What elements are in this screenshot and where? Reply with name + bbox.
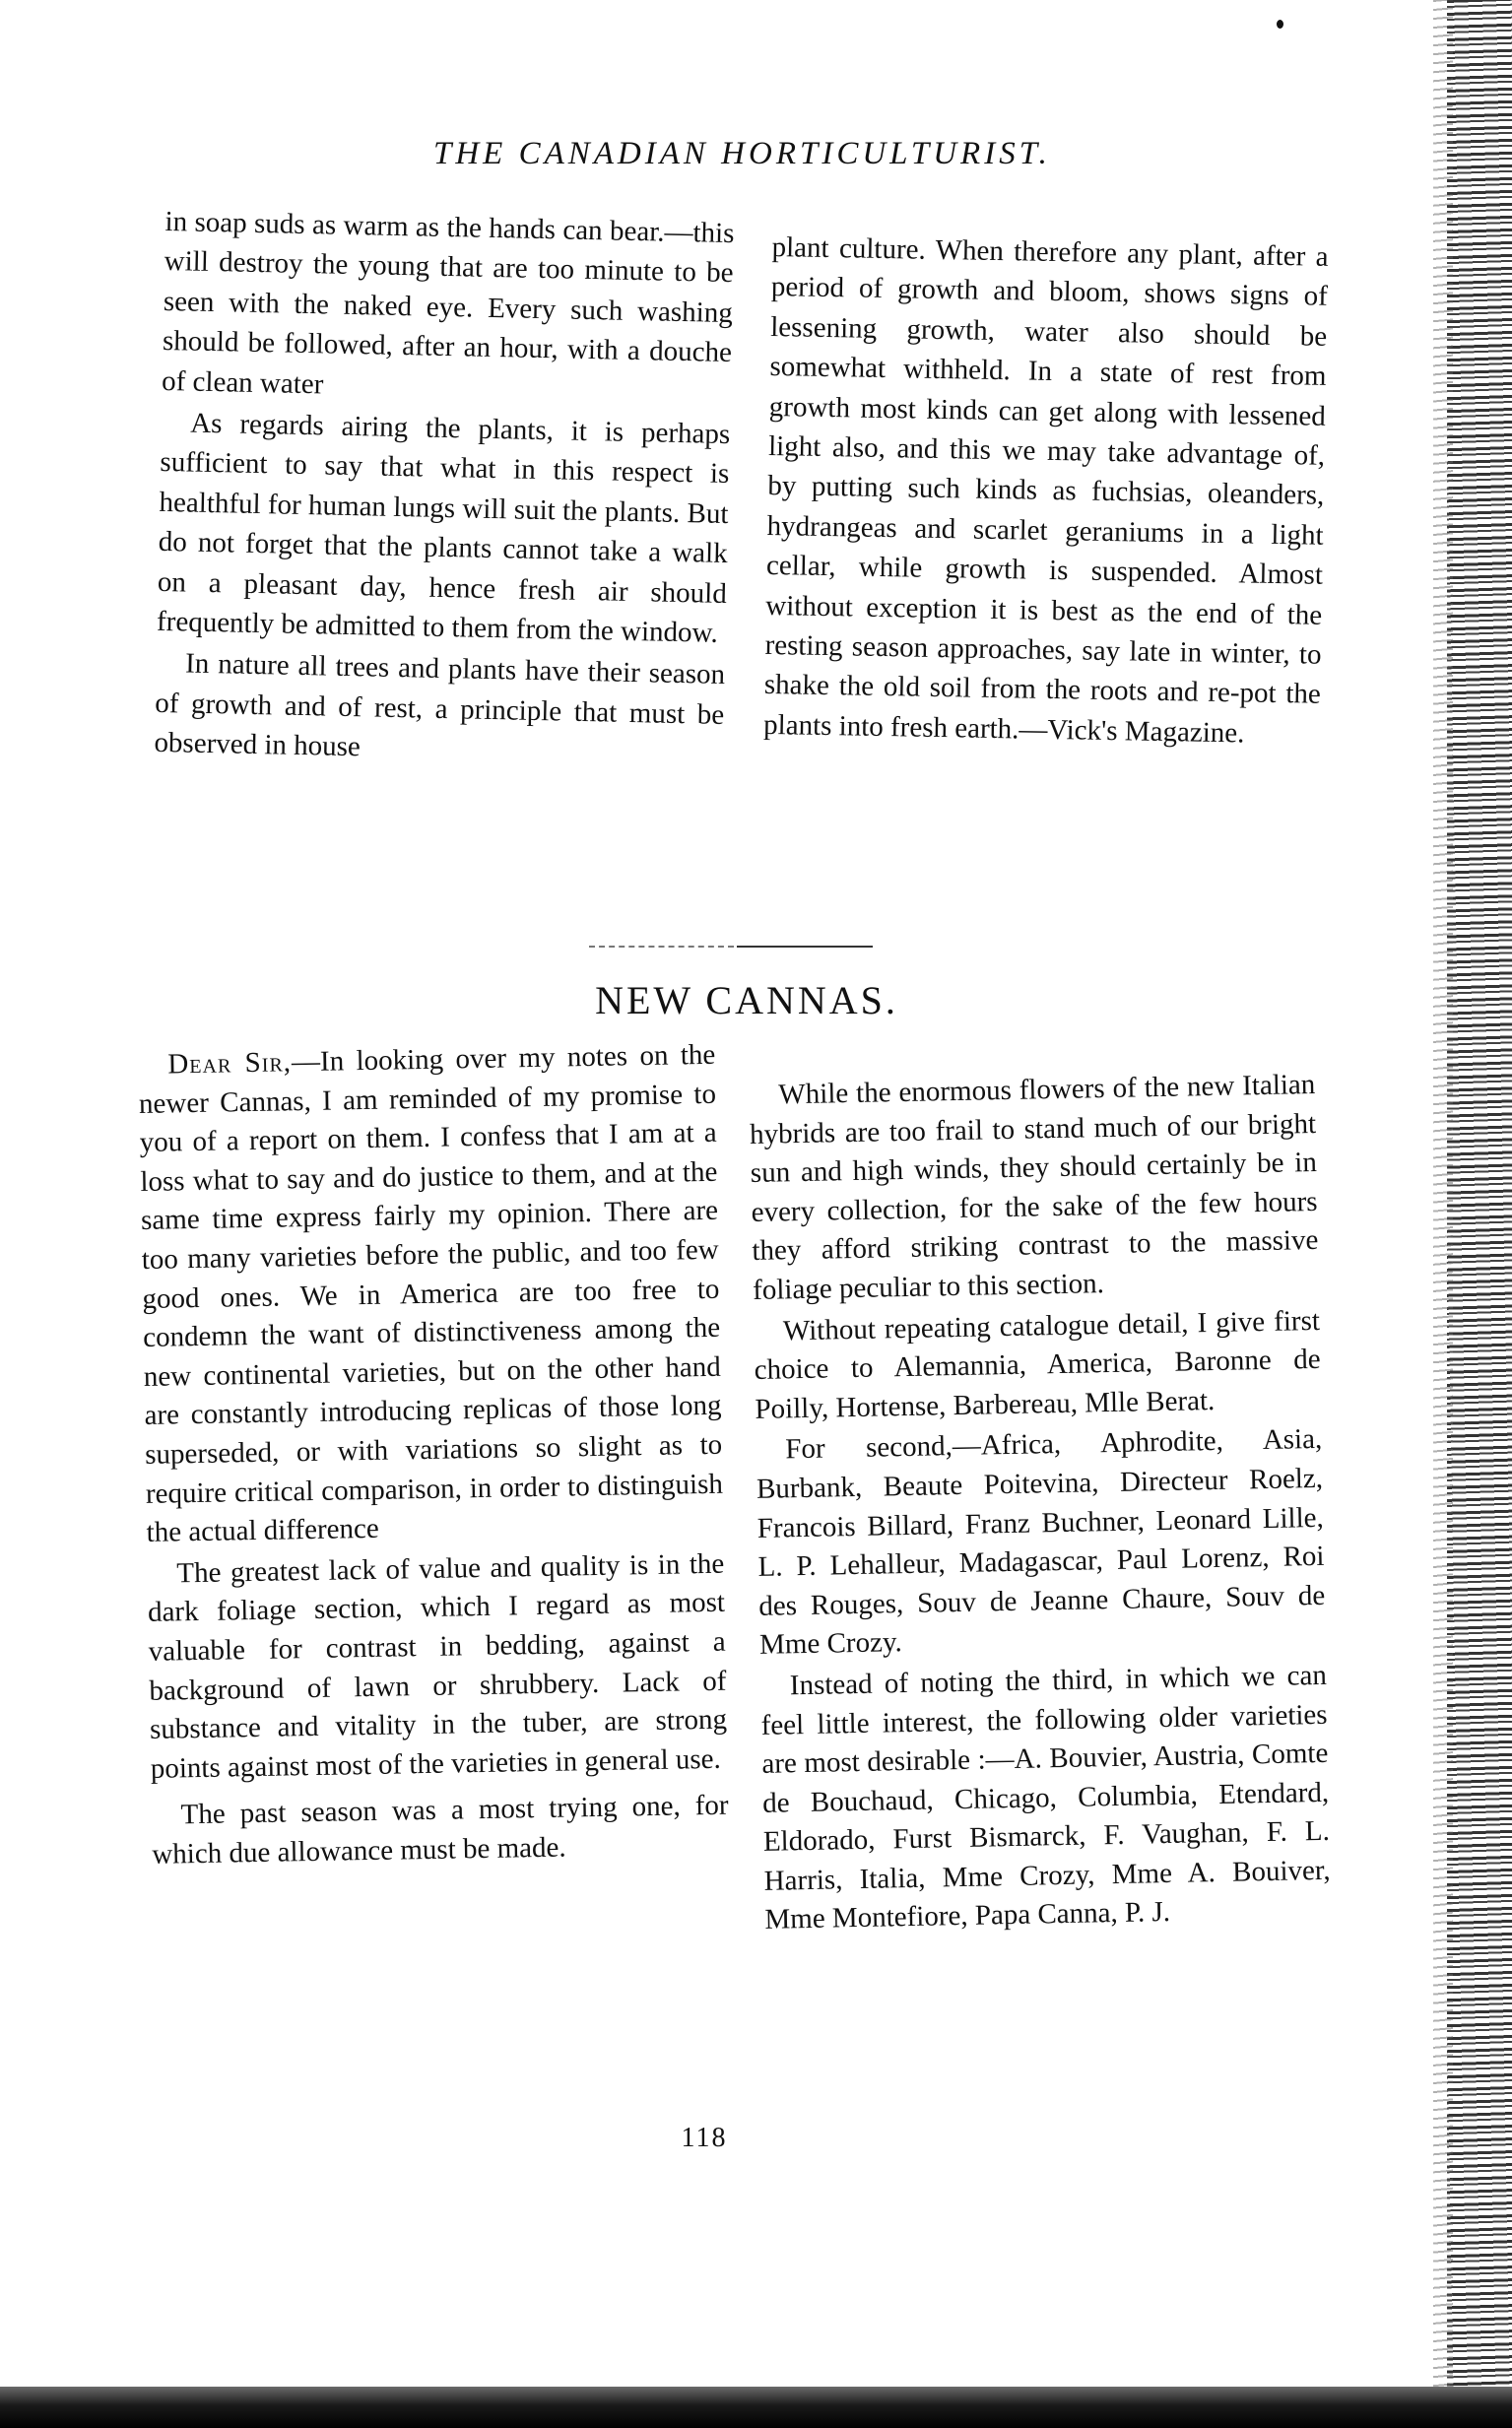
article-title: NEW CANNAS. (595, 978, 898, 1022)
paragraph: plant culture. When therefore any plant, after a period of growth and bloom, shows signs of lessening growth, water also should be somewhat withheld. In a state of rest from growth most kinds can get along with lessened light also, and this we may take advantage of, by putting such kinds as fuchsias, oleanders, hydrangeas and scarlet geraniums in a light cellar, while growth is suspended. Almost without exception it is best as the end of the resting season approaches, say late in winter, to shake the old soil from the roots and re-pot the plants into fresh earth.—Vick's Magazine. (762, 230, 1329, 750)
paragraph: For second,—Africa, Aphrodite, Asia, Burbank, Beaute Poitevina, Directeur Roelz, Francois Billard, Franz Buchner, Leonard Lille, L. P. Lehalleur, Madagascar, Paul Lorenz, Roi des Rouges, Souv de Jeanne Chaure, Souv de Mme Crozy. (756, 1423, 1326, 1662)
paragraph: in soap suds as warm as the hands can bear.—this will destroy the young that are too minute to be seen with the naked eye. Every such washing should be followed, after an hour, with a douche of clean water (161, 205, 735, 401)
paragraph: Instead of noting the third, in which we can feel little interest, the following older varieties are most desirable :—A. Bouvier, Austria, Comte de Bouchaud, Chicago, Columbia, Etendard, Eldorado, Furst Bismarck, F. Vaughan, F. L. Harris, Italia, Mme Crozy, Mme A. Bouiver, Mme Montefiore, Papa Canna, P. J. (760, 1659, 1331, 1936)
top-right-column (763, 228, 1329, 755)
scan-edge-shadow (1447, 0, 1512, 2428)
running-head: THE CANADIAN HORTICULTURIST. (433, 136, 1051, 171)
ink-speck (1277, 20, 1283, 29)
article-left-column (138, 1036, 730, 1875)
article-right-column (749, 1066, 1332, 1940)
top-left-column (154, 202, 735, 775)
paragraph (138, 1036, 724, 1553)
paragraph: Without repeating catalogue detail, I give first choice to Alemannia, America, Baronne de Poilly, Hortense, Barbereau, Mlle Berat. (754, 1304, 1321, 1425)
paragraph-text: —In looking over my notes on the newer Cannas, I am reminded of my promise to you of a report on them. I confess that I am at a loss what to say and do justice to them, and at the same time express fairly my opinion. There are too many varieties before the public, and too few good ones. We in America are too free to condemn the want of distinctiveness among the new continental varieties, but on the other hand are constantly introducing replicas of those long superseded, or with variations so slight as to require critical comparison, in order to distinguish the actual difference (138, 1038, 724, 1549)
salutation: Dear Sir, (167, 1046, 293, 1081)
paragraph: In nature all trees and plants have their season of growth and of rest, a principle that must be observed in house (154, 647, 726, 763)
scan-bottom-shadow (0, 2387, 1512, 2428)
paragraph: As regards airing the plants, it is perhaps sufficient to say that what in this respect is healthful for human lungs will suit the plants. But do not forget that the plants cannot take a walk on a pleasant day, hence fresh air should frequently be admitted to them from the window. (156, 407, 731, 649)
section-divider (589, 946, 873, 948)
paragraph: While the enormous flowers of the new Italian hybrids are too frail to stand much of our bright sun and high winds, they should certainly be in every collection, for the sake of the few hours they afford striking contrast to the massive foliage peculiar to this section. (749, 1068, 1319, 1306)
page-number: 118 (681, 2123, 728, 2153)
paragraph: The greatest lack of value and quality is in the dark foliage section, which I regard as most valuable for contrast in bedding, against a background of lawn or shrubbery. Lack of substance and vitality in the tuber, are strong points against most of the varieties in general use. (147, 1547, 728, 1785)
paragraph: The past season was a most trying one, for which due allowance must be made. (152, 1789, 729, 1870)
